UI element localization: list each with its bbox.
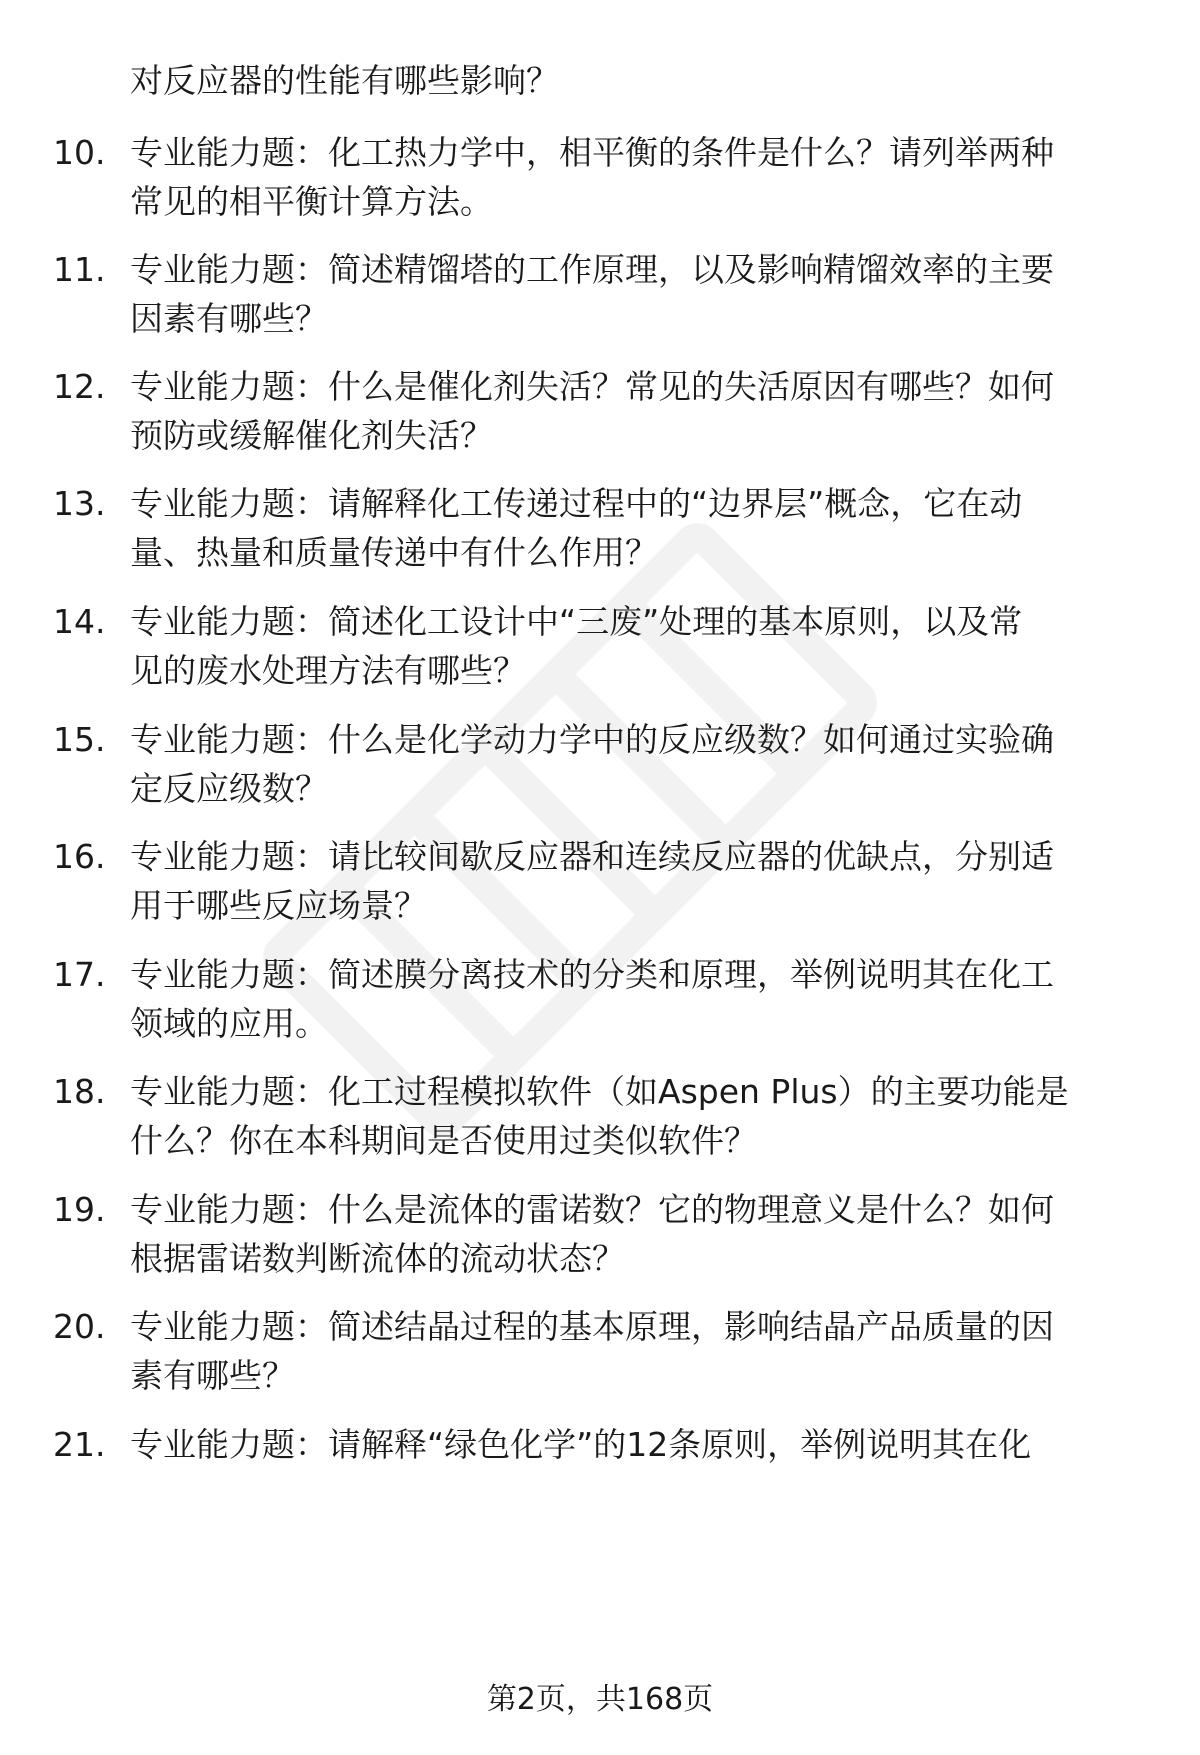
question-number: 14. — [53, 602, 106, 641]
page-footer: 第2页，共168页 — [486, 1682, 714, 1717]
question-line: 根据雷诺数判断流体的流动状态？ — [130, 1239, 625, 1278]
question-line: 专业能力题：请解释“绿色化学”的12条原则，举例说明其在化 — [130, 1425, 1032, 1464]
question-number: 12. — [53, 367, 106, 406]
question-line: 专业能力题：什么是催化剂失活？常见的失活原因有哪些？如何 — [130, 367, 1054, 406]
question-9-continued — [0, 56, 1200, 105]
question-number: 10. — [53, 133, 106, 172]
question-12 — [0, 362, 1200, 460]
question-line: 专业能力题：请解释化工传递过程中的“边界层”概念，它在动 — [130, 484, 1023, 523]
question-line: 专业能力题：什么是化学动力学中的反应级数？如何通过实验确 — [130, 720, 1054, 759]
question-line: 专业能力题：请比较间歇反应器和连续反应器的优缺点，分别适 — [130, 837, 1054, 876]
question-line: 专业能力题：化工过程模拟软件（如Aspen Plus）的主要功能是 — [130, 1072, 1069, 1111]
question-11 — [0, 245, 1200, 343]
question-number: 17. — [53, 955, 106, 994]
question-line: 专业能力题：简述精馏塔的工作原理，以及影响精馏效率的主要 — [130, 250, 1054, 289]
question-line: 专业能力题：简述结晶过程的基本原理，影响结晶产品质量的因 — [130, 1307, 1054, 1346]
question-19 — [0, 1185, 1200, 1283]
question-17 — [0, 950, 1200, 1048]
question-number: 21. — [53, 1425, 106, 1464]
question-number: 16. — [53, 837, 106, 876]
question-number: 11. — [53, 250, 106, 289]
question-line: 量、热量和质量传递中有什么作用？ — [130, 533, 658, 572]
question-number: 15. — [53, 720, 106, 759]
question-number: 20. — [53, 1307, 106, 1346]
question-line: 因素有哪些？ — [130, 299, 328, 338]
question-line: 见的废水处理方法有哪些？ — [130, 651, 526, 690]
question-16 — [0, 832, 1200, 930]
question-20 — [0, 1302, 1200, 1400]
question-line: 专业能力题：简述膜分离技术的分类和原理，举例说明其在化工 — [130, 955, 1054, 994]
question-line: 素有哪些？ — [130, 1356, 295, 1395]
question-line: 专业能力题：化工热力学中，相平衡的条件是什么？请列举两种 — [130, 133, 1054, 172]
question-number: 18. — [53, 1072, 106, 1111]
question-line: 常见的相平衡计算方法。 — [130, 182, 493, 221]
question-10 — [0, 128, 1200, 226]
question-line: 用于哪些反应场景？ — [130, 886, 427, 925]
question-line: 定反应级数？ — [130, 769, 328, 808]
question-13 — [0, 479, 1200, 577]
question-21 — [0, 1420, 1200, 1469]
question-number: 13. — [53, 484, 106, 523]
question-line: 专业能力题：简述化工设计中“三废”处理的基本原则，以及常 — [130, 602, 1023, 641]
question-14 — [0, 597, 1200, 695]
question-line: 什么？你在本科期间是否使用过类似软件？ — [130, 1121, 757, 1160]
question-line: 预防或缓解催化剂失活？ — [130, 416, 493, 455]
question-line: 对反应器的性能有哪些影响？ — [130, 61, 559, 100]
question-number: 19. — [53, 1190, 106, 1229]
question-15 — [0, 715, 1200, 813]
question-line: 专业能力题：什么是流体的雷诺数？它的物理意义是什么？如何 — [130, 1190, 1054, 1229]
question-line: 领域的应用。 — [130, 1004, 328, 1043]
question-18 — [0, 1067, 1200, 1165]
